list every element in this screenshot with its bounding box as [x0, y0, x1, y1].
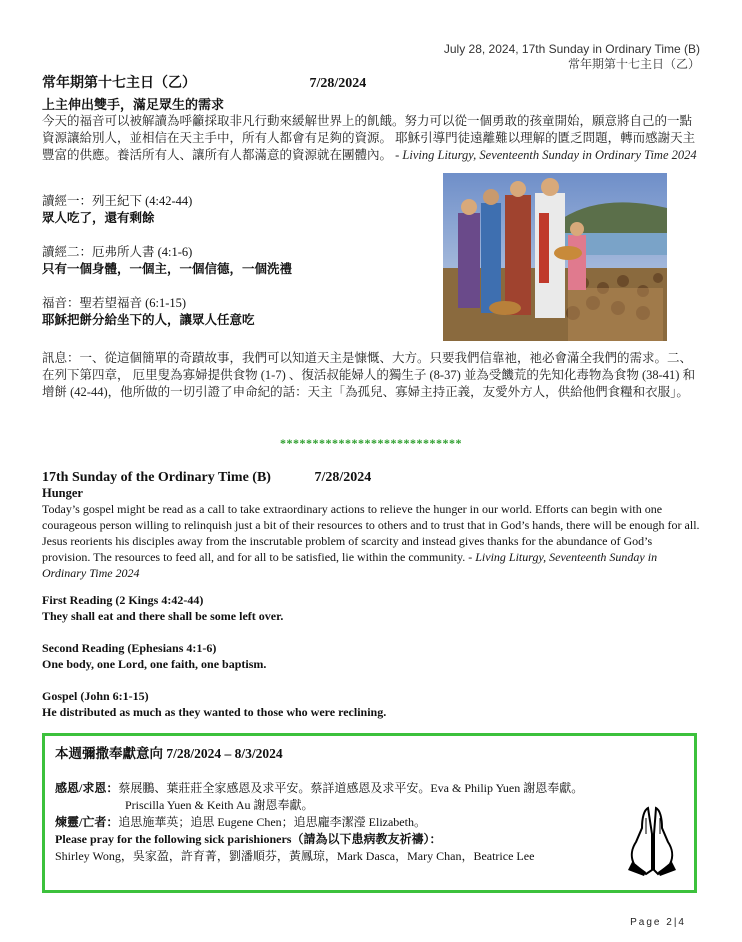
zh-subtitle: 上主伸出雙手，滿足眾生的需求 [42, 97, 225, 112]
zh-section [42, 72, 702, 164]
souls-line: 煉靈/亡者：追思施華英；追思 Eugene Chen；追思龐李潔瀅 Elizabeth。 [55, 815, 426, 829]
mass-intentions-title: 本週彌撒奉獻意向 7/28/2024 – 8/3/2024 [55, 746, 283, 761]
zh-reading-1: 讀經一：列王紀下 (4:42-44) 眾人吃了，還有剩餘 [42, 194, 193, 225]
header-zh-line: 常年期第十七主日（乙） [567, 57, 700, 71]
en-title: 17th Sunday of the Ordinary Time (B) [42, 470, 271, 485]
pray-request: Please pray for the following sick parishioners（請為以下患病教友祈禱）： [55, 832, 442, 846]
en-reading-2: Second Reading (Ephesians 4:1-6) One body, one Lord, one faith, one baptism. [42, 641, 267, 671]
thanks-line: 感恩/求恩：蔡展鵬、葉莊莊全家感恩及求平安。蔡詳道感恩及求平安。Eva & Philip Yuen 謝恩奉獻。 [55, 781, 584, 795]
zh-intro-cite: - Living Liturgy, Seventeenth Sunday in Ordinary Time 2024 [395, 148, 697, 162]
en-subtitle: Hunger [42, 486, 83, 500]
en-intro-cite: - Living Liturgy, Seventeenth Sunday in Ordinary Time 2024 [42, 550, 658, 580]
sick-list: Shirley Wong，吳家盈，許育菁，劉潘順芬，黃鳳琼，Mark Dasca，Mary Chan，Beatrice Lee [55, 849, 535, 863]
loaves-and-fishes-painting [443, 173, 667, 341]
zh-readings [42, 193, 432, 329]
praying-hands-icon [626, 804, 680, 876]
en-readings [42, 592, 702, 720]
en-reading-1: First Reading (2 Kings 4:42-44) They shall eat and there shall be some left over. [42, 593, 284, 623]
header-date-line: July 28, 2024, 17th Sunday in Ordinary Time (B) [443, 42, 700, 56]
en-section [42, 470, 702, 581]
mass-intentions-box [42, 733, 697, 893]
en-intro: Today’s gospel might be read as a call to take extraordinary actions to relieve the hunger in our world. Efforts can begin with one courageous person willing to relinquish just a bit of their resources to others and to trust that in God’s hands, there will be enough for all. Jesus reorients his disciples away from the inscrutable problem of scarcity and instead gives thanks for the abundance of God’s provision. The resources to feed all, and for all to be satisfied, lie within the community. - Living Liturgy, Seventeenth Sunday in Ordinary Time 2024 [42, 502, 700, 580]
zh-title: 常年期第十七主日（乙） [42, 76, 196, 91]
thanks-line-2: Priscilla Yuen & Keith Au 謝恩奉獻。 [125, 798, 314, 812]
en-reading-3: Gospel (John 6:1-15) He distributed as much as they wanted to those who were reclining. [42, 689, 387, 719]
zh-message: 訊息：一、從這個簡單的奇蹟故事，我們可以知道天主是慷慨、大方。只要我們信靠祂，祂必會滿全我們的需求。二、在列下第四章， 厄里叟為寡婦提供食物 (1-7) 、復活叔能婦人的獨生子 (8-37) 並為受饑荒的先知化毒物為食物 (38-41) 和增餅 (42-44)，他所做的一切引證了申命紀的話：天主「為孤兒、寡婦主持正義，友愛外方人，供給他們食糧和衣服」。 [42, 351, 696, 399]
en-date: 7/28/2024 [314, 470, 372, 485]
zh-reading-2: 讀經二：厄弗所人書 (4:1-6) 只有一個身體，一個主，一個信德，一個洗禮 [42, 245, 293, 276]
zh-intro: 今天的福音可以被解讀為呼籲採取非凡行動來緩解世界上的飢餓。努力可以從一個勇敢的孩童開始，願意將自己的一點資源讓給別人，並相信在天主手中，所有人都會有足夠的資源。 耶穌引導門徒遠離難以理解的匱乏問題，轉而感謝天主豐富的供應。養活所有人、讓所有人都滿意的資源就在團體內。 - Living Liturgy, Seventeenth Sunday in Ordinary Time 2024 [42, 114, 697, 162]
page-number: Page 2|4 [630, 917, 686, 928]
zh-date: 7/28/2024 [309, 76, 367, 91]
zh-reading-3: 福音：聖若望福音 (6:1-15) 耶穌把餅分給坐下的人，讓眾人任意吃 [42, 296, 255, 327]
page-header [444, 42, 700, 72]
section-divider: **************************** [280, 436, 462, 450]
